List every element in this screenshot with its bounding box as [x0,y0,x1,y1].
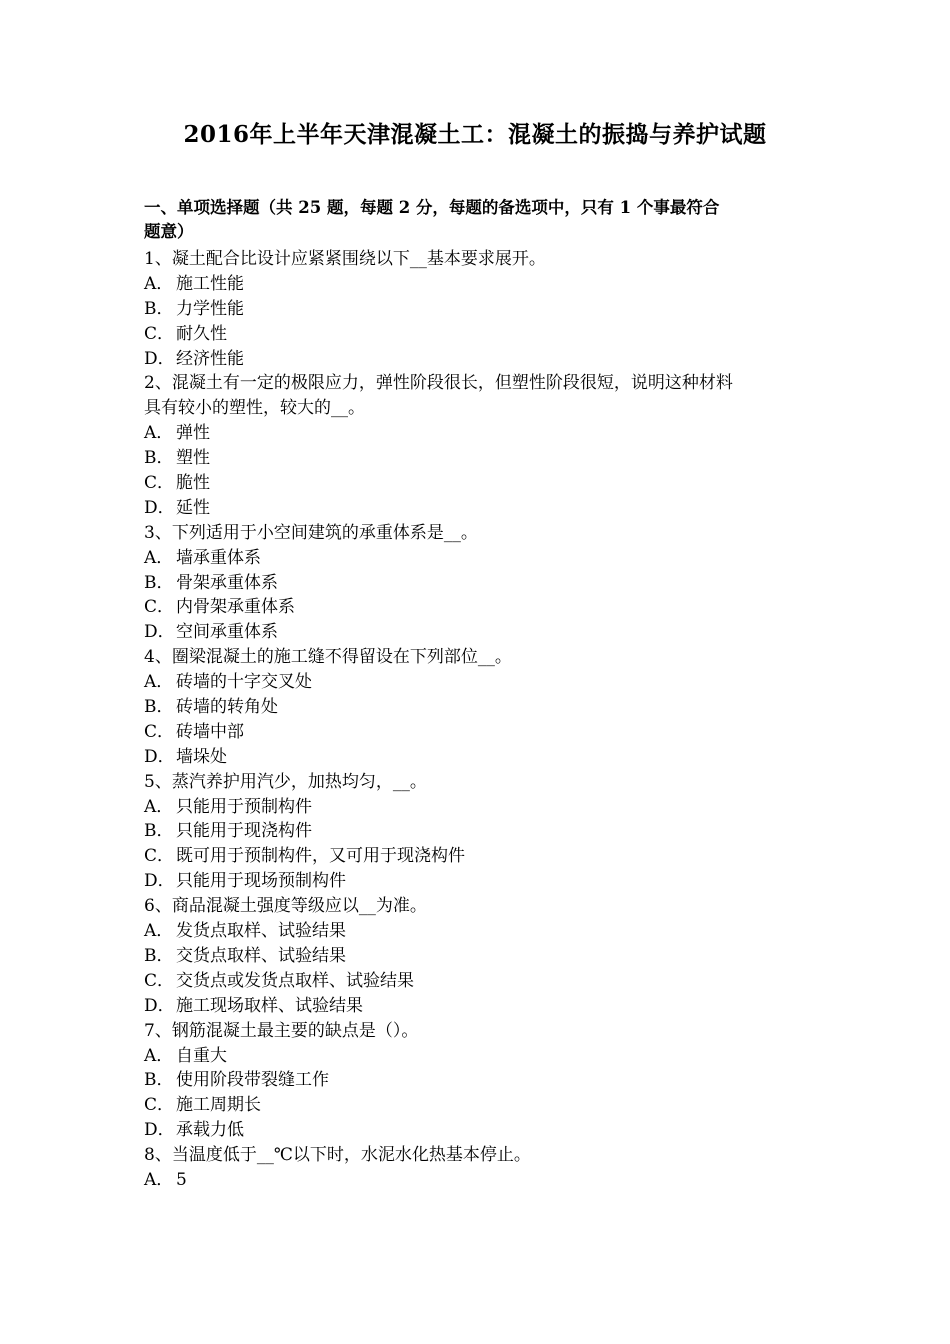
option-text: 力学性能 [176,298,244,319]
question-stem: 4、圈梁混凝土的施工缝不得留设在下列部位__。 [144,647,512,668]
option-text: 内骨架承重体系 [176,597,295,618]
answer-option [144,347,814,372]
option-letter: D． [144,622,175,643]
option-text: 施工周期长 [176,1095,261,1116]
answer-option [144,595,814,620]
question-stem: 具有较小的塑性，较大的__。 [144,398,365,419]
answer-option [144,297,814,322]
answer-option [144,720,814,745]
option-letter: C． [144,846,175,867]
option-letter: B． [144,697,174,718]
option-text: 砖墙中部 [176,721,244,742]
answer-option [144,471,814,496]
question-item [144,894,814,1018]
option-letter: A． [144,547,174,568]
option-text: 延性 [176,497,210,518]
option-text: 只能用于现场预制构件 [176,871,346,892]
option-letter: A． [144,921,174,942]
option-letter: D． [144,348,175,369]
option-text: 耐久性 [176,323,227,344]
option-letter: B． [144,298,174,319]
question-item [144,1143,814,1193]
section-heading [144,196,814,244]
answer-option [144,919,814,944]
question-item [144,645,814,769]
question-stem: 5、蒸汽养护用汽少，加热均匀，__。 [144,771,427,792]
answer-option [144,496,814,521]
answer-option [144,670,814,695]
option-text: 脆性 [176,473,210,494]
answer-option [144,1118,814,1143]
question-item [144,371,814,520]
option-letter: C． [144,323,175,344]
option-letter: D． [144,746,175,767]
option-letter: A． [144,273,174,294]
option-letter: C． [144,1095,175,1116]
answer-option [144,571,814,596]
option-text: 自重大 [176,1045,227,1066]
option-text: 塑性 [176,448,210,469]
answer-option [144,969,814,994]
option-letter: B． [144,448,174,469]
option-letter: A． [144,423,174,444]
option-text: 空间承重体系 [176,622,278,643]
option-text: 经济性能 [176,348,244,369]
option-letter: A． [144,1045,174,1066]
answer-option [144,1093,814,1118]
answer-option [144,944,814,969]
option-letter: A． [144,1169,174,1190]
answer-option [144,1044,814,1069]
option-letter: B． [144,821,174,842]
option-text: 发货点取样、试验结果 [176,921,346,942]
option-text: 弹性 [176,423,210,444]
option-letter: B． [144,1070,174,1091]
question-item [144,247,814,371]
question-stem: 1、凝土配合比设计应紧紧围绕以下__基本要求展开。 [144,249,546,269]
option-text: 砖墙的转角处 [176,697,278,718]
option-letter: C． [144,970,175,991]
option-text: 5 [176,1169,187,1190]
question-stem: 3、下列适用于小空间建筑的承重体系是__。 [144,522,478,543]
option-text: 墙承重体系 [176,547,261,568]
answer-option [144,421,814,446]
option-letter: B． [144,572,174,593]
question-item [144,1019,814,1143]
section-heading-line: 题意） [144,222,194,241]
question-stem: 2、混凝土有一定的极限应力，弹性阶段很长，但塑性阶段很短，说明这种材料 [144,373,733,394]
option-text: 交货点或发货点取样、试验结果 [176,970,414,991]
question-stem: 8、当温度低于__℃以下时，水泥水化热基本停止。 [144,1145,531,1166]
question-item [144,521,814,645]
option-letter: A． [144,672,174,693]
answer-option [144,446,814,471]
answer-option [144,994,814,1019]
answer-option [144,1068,814,1093]
option-text: 施工现场取样、试验结果 [176,995,363,1016]
section-heading-line: 一、单项选择题（共 25 题，每题 2 分，每题的备选项中，只有 1 个事最符合 [144,198,720,217]
option-text: 骨架承重体系 [176,572,278,593]
option-text: 墙垛处 [176,746,227,767]
option-text: 使用阶段带裂缝工作 [176,1070,329,1091]
question-stem: 6、商品混凝土强度等级应以__为准。 [144,896,427,917]
answer-option [144,695,814,720]
question-stem: 7、钢筋混凝土最主要的缺点是（）。 [144,1020,419,1041]
option-text: 施工性能 [176,273,244,294]
option-letter: D． [144,871,175,892]
answer-option [144,819,814,844]
answer-option [144,620,814,645]
question-item [144,770,814,894]
answer-option [144,272,814,297]
option-text: 承载力低 [176,1120,244,1141]
answer-option [144,844,814,869]
answer-option [144,546,814,571]
option-text: 既可用于预制构件，又可用于现浇构件 [176,846,465,867]
option-text: 只能用于预制构件 [176,796,312,817]
option-letter: C． [144,597,175,618]
option-letter: D． [144,995,175,1016]
option-letter: A． [144,796,174,817]
option-letter: D． [144,497,175,518]
option-text: 交货点取样、试验结果 [176,945,346,966]
answer-option [144,869,814,894]
option-text: 只能用于现浇构件 [176,821,312,842]
document-title: 2016年上半年天津混凝土工：混凝土的振捣与养护试题 [183,121,767,148]
answer-option [144,795,814,820]
answer-option [144,322,814,347]
option-letter: B． [144,945,174,966]
option-letter: C． [144,721,175,742]
question-list [144,247,814,1193]
answer-option [144,745,814,770]
answer-option [144,1168,814,1193]
option-letter: D． [144,1120,175,1141]
option-letter: C． [144,473,175,494]
option-text: 砖墙的十字交叉处 [176,672,312,693]
